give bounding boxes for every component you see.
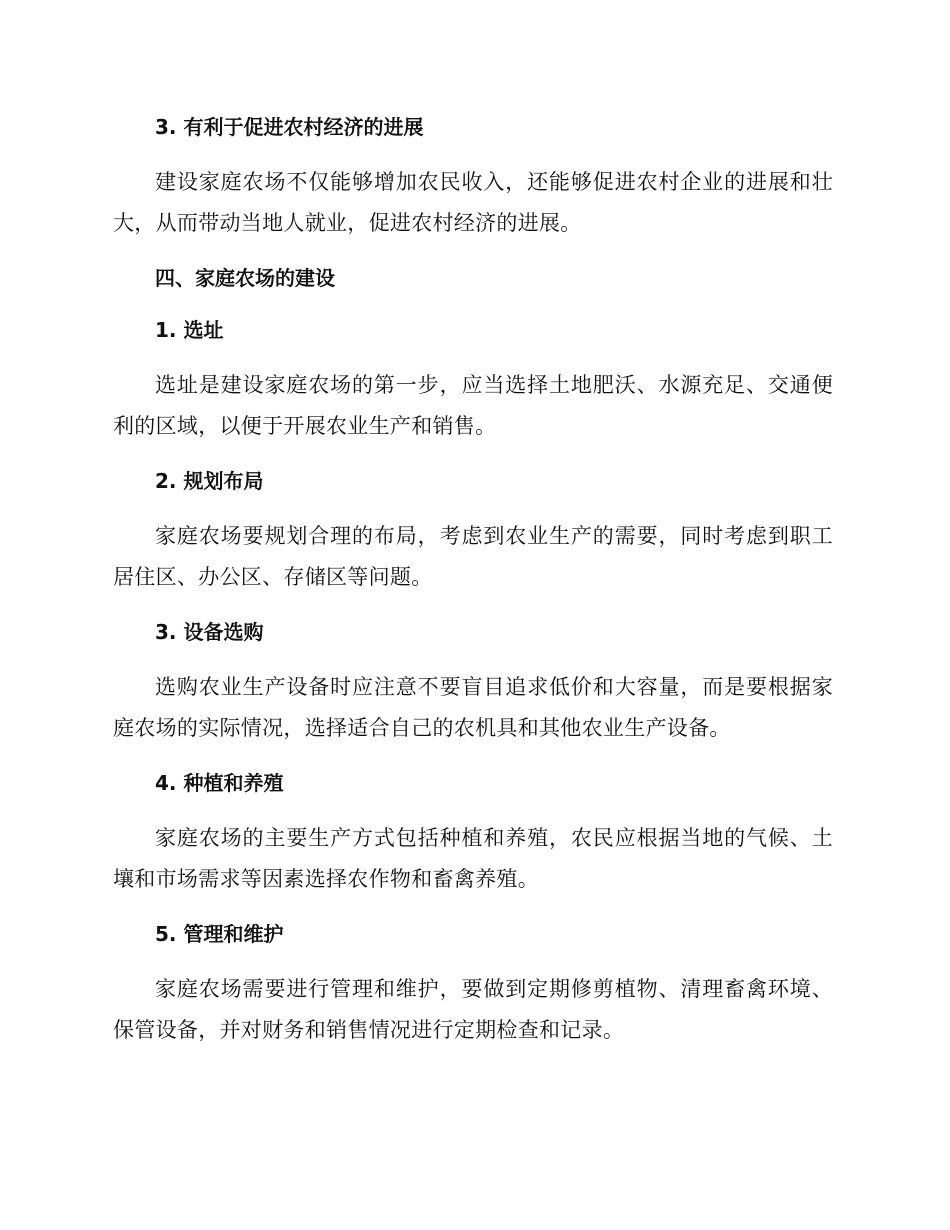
section-heading-3-rural-economy: 3. 有利于促进农村经济的进展 [155, 115, 424, 139]
section-paragraph-4-planting-breeding: 家庭农场的主要生产方式包括种植和养殖，农民应根据当地的气候、土壤和市场需求等因素选择农作物和畜禽养殖。 [113, 826, 833, 891]
section-heading-2-layout-planning: 2. 规划布局 [155, 469, 264, 493]
section-heading-3-equipment-purchase: 3. 设备选购 [155, 620, 264, 644]
section-paragraph-3-rural-economy: 建设家庭农场不仅能够增加农民收入，还能够促进农村企业的进展和壮大，从而带动当地人就业，促进农村经济的进展。 [113, 170, 833, 235]
section-paragraph-3-equipment-purchase: 选购农业生产设备时应注意不要盲目追求低价和大容量，而是要根据家庭农场的实际情况，选择适合自己的农机具和其他农业生产设备。 [113, 675, 833, 740]
section-heading-4-planting-breeding: 4. 种植和养殖 [155, 771, 284, 795]
document-body [113, 110, 833, 1068]
chapter-heading-farm-construction: 四、家庭农场的建设 [155, 266, 335, 290]
section-heading-1-site-selection: 1. 选址 [155, 318, 224, 342]
section-paragraph-1-site-selection: 选址是建设家庭农场的第一步，应当选择土地肥沃、水源充足、交通便利的区域，以便于开展农业生产和销售。 [113, 373, 833, 438]
section-paragraph-2-layout-planning: 家庭农场要规划合理的布局，考虑到农业生产的需要，同时考虑到职工居住区、办公区、存储区等问题。 [113, 524, 833, 589]
section-heading-5-management-maintenance: 5. 管理和维护 [155, 922, 284, 946]
section-paragraph-5-management-maintenance: 家庭农场需要进行管理和维护，要做到定期修剪植物、清理畜禽环境、保管设备，并对财务和销售情况进行定期检查和记录。 [113, 977, 833, 1042]
